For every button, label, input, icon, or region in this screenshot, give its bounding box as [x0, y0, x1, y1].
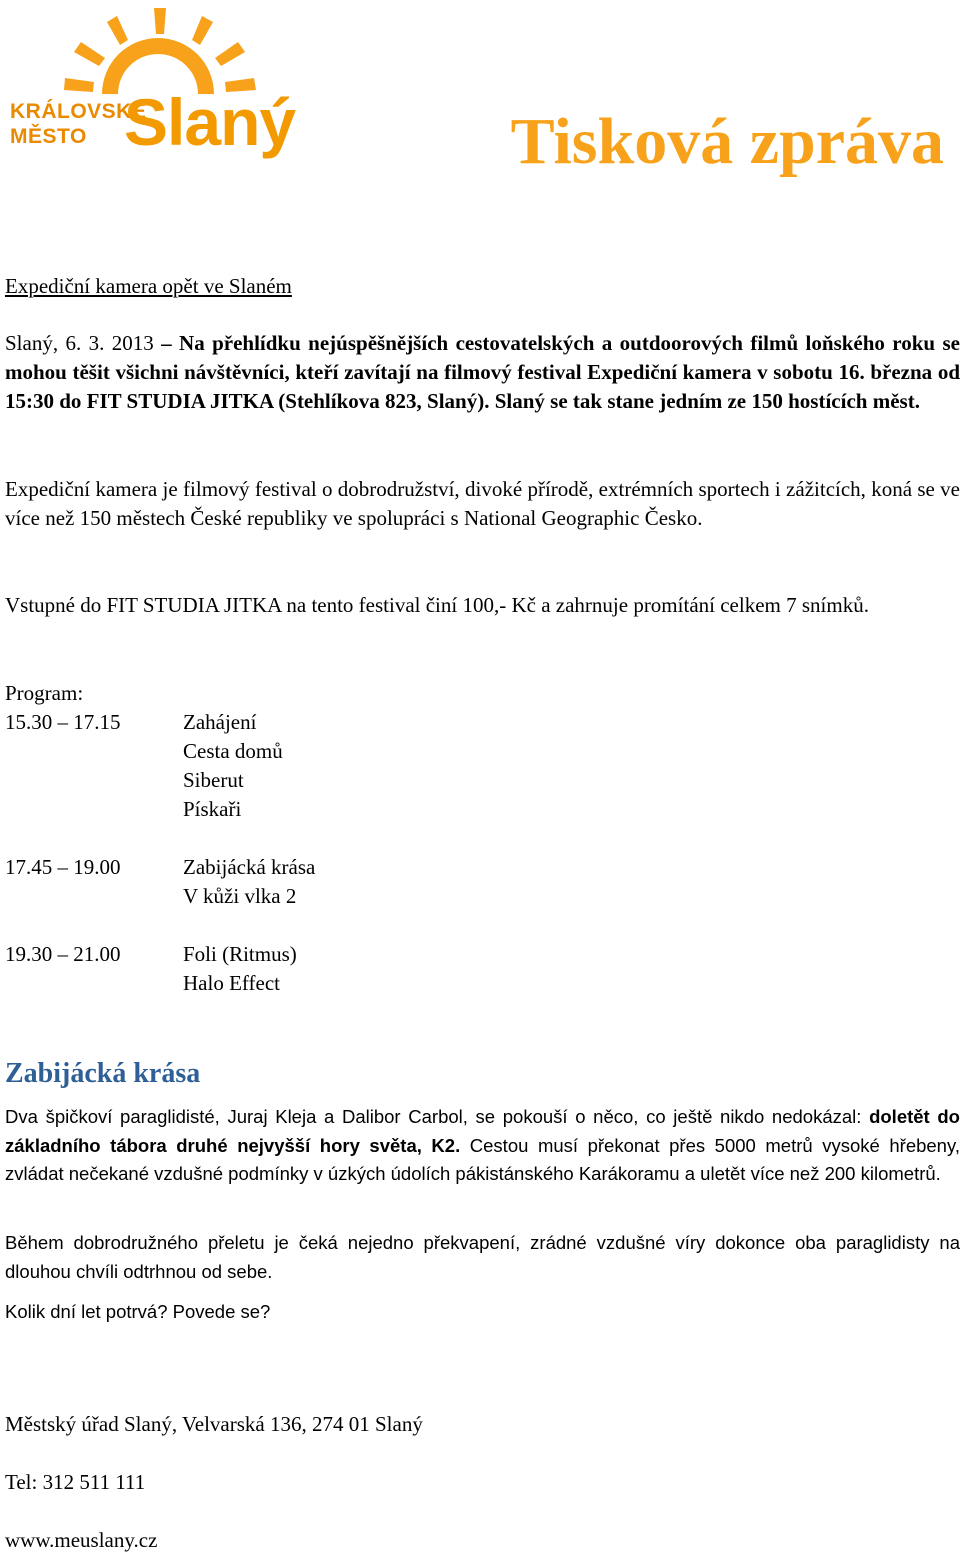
program-label: Program: [5, 681, 84, 705]
footer-phone: Tel: 312 511 111 [5, 1470, 146, 1494]
slot-film-list [183, 853, 315, 911]
city-logo [4, 4, 294, 172]
logo-text-mesto: MĚSTO [10, 125, 87, 148]
film-item: Zahájení [183, 710, 257, 734]
film-item: Zabijácká krása [183, 855, 316, 879]
logo-text-kralovske: KRÁLOVSKÉ [10, 100, 147, 123]
slot-time: 15.30 – 17.15 [5, 710, 121, 734]
slot-time: 17.45 – 19.00 [5, 855, 121, 879]
article-headline: Expediční kamera opět ve Slaném [5, 274, 292, 298]
film-description-paragraph [5, 1103, 960, 1189]
lead-text: – Na přehlídku nejúspěšnějších cestovatelských a outdoorových filmů loňského roku se mohou těšit všichni návštěvníci, kteří zavítají na filmový festival Expediční kamera v sobotu 16. března od 15:30 do FIT STUDIA JITKA (Stehlíkova 823, Slaný). Slaný se tak stane jedním ze 150 hostících měst. [5, 331, 960, 413]
slot-time: 19.30 – 21.00 [5, 942, 121, 966]
slot-film-list [183, 940, 297, 998]
film-question: Kolik dní let potrvá? Povede se? [5, 1301, 271, 1322]
film-text-bold: doletět do základního tábora druhé nejvyšší hory světa, K2. [5, 1106, 960, 1156]
slot-film-list [183, 708, 283, 824]
lead-date: Slaný, 6. 3. 2013 [5, 331, 154, 355]
press-release-title: Tisková zpráva [510, 105, 944, 178]
film-item: Siberut [183, 768, 244, 792]
film-text-start: Dva špičkoví paraglidisté, Juraj Kleja a Dalibor Carbol, se pokouší o něco, co ještě nikdo nedokázal: [5, 1106, 870, 1127]
film-item: Foli (Ritmus) [183, 942, 297, 966]
film-section-title: Zabijácká krása [5, 1058, 201, 1089]
film-text-end: Cestou musí překonat přes 5000 metrů vysoké hřebeny, zvládat nečekané vzdušné podmínky v úzkých údolích pákistánského Karákoramu a uletět více než 200 kilometrů. [5, 1134, 960, 1184]
lead-paragraph [5, 329, 960, 416]
logo-text-slany: Slaný [124, 85, 296, 159]
film-item: V kůži vlka 2 [183, 884, 297, 908]
festival-intro-paragraph: Expediční kamera je filmový festival o dobrodružství, divoké přírodě, extrémních sportech i zážitcích, koná se ve více než 150 městech České republiky ve spolupráci s National Geographic Česko. [5, 477, 960, 530]
film-item: Halo Effect [183, 971, 280, 995]
footer-website-link[interactable]: www.meuslany.cz [5, 1528, 158, 1552]
film-description-paragraph: Během dobrodružného přeletu je čeká nejedno překvapení, zrádné vzdušné víry dokonce oba paraglidisty na dlouhou chvíli odtrhnou od sebe. [5, 1232, 960, 1282]
entry-fee-paragraph: Vstupné do FIT STUDIA JITKA na tento festival činí 100,- Kč a zahrnuje promítání celkem 7 snímků. [5, 593, 869, 617]
film-item: Pískaři [183, 797, 242, 821]
footer-address: Městský úřad Slaný, Velvarská 136, 274 01 Slaný [5, 1412, 423, 1436]
film-item: Cesta domů [183, 739, 283, 763]
